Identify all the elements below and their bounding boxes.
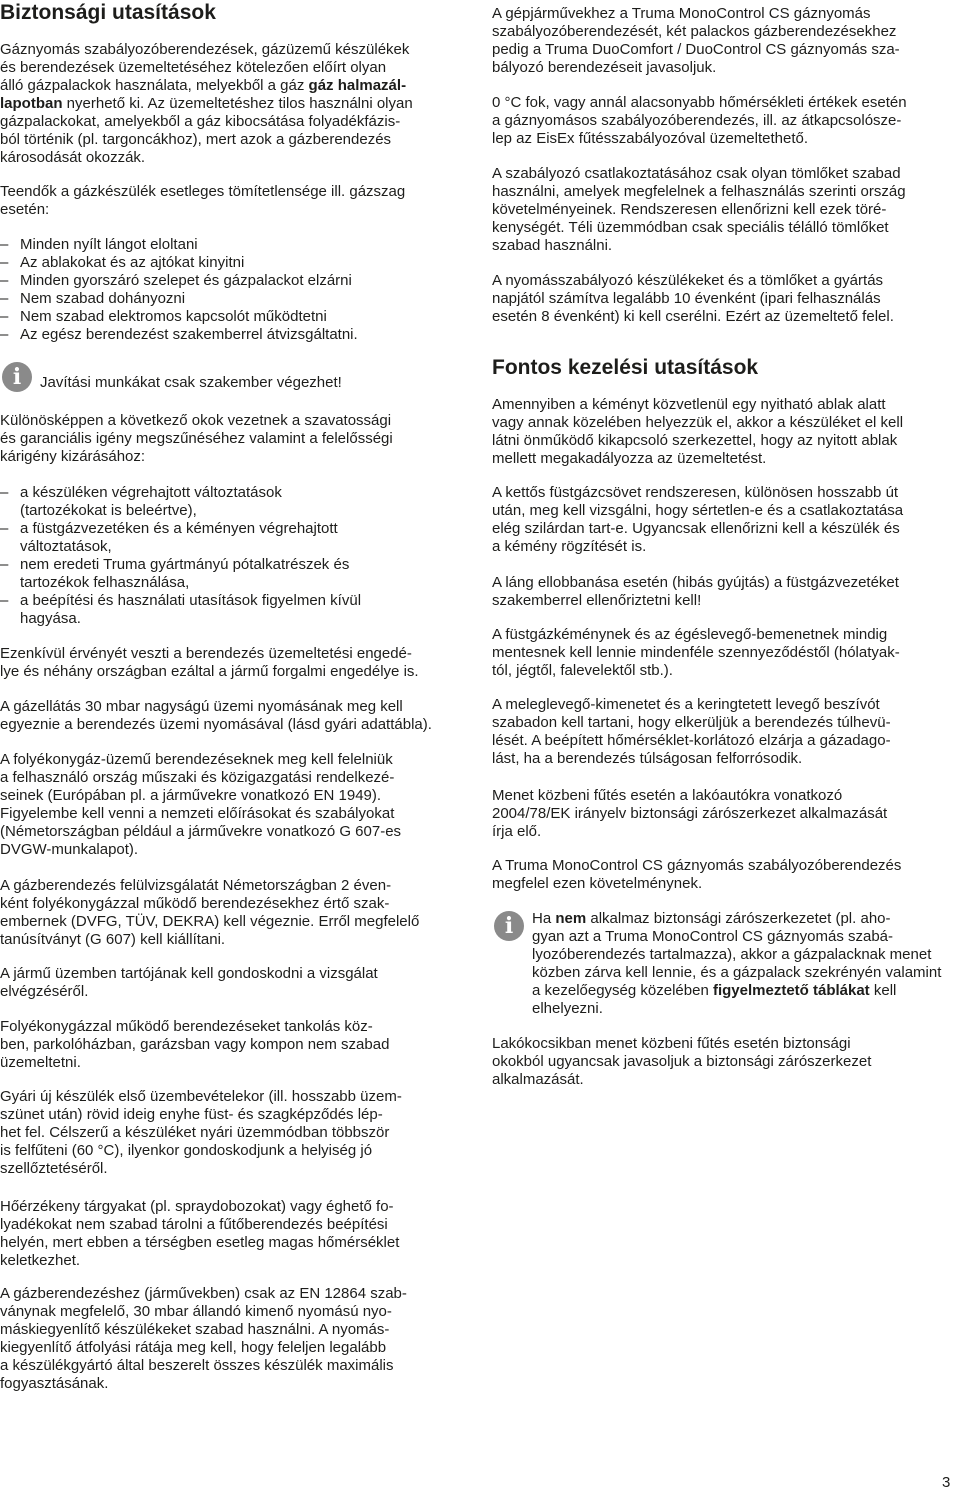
dash-bullet: –: [0, 308, 9, 325]
list-item: – Az ablakokat és az ajtókat kinyitni: [0, 254, 245, 271]
list-item: – a beépítési és használati utasítások figyelmen kívül hagyása.: [0, 592, 362, 627]
regulations-paragraph: A folyékonygáz-üzemű berendezéseknek meg kell felelniük a felhasználó ország műszaki és közigazgatási rendelkezé- seinek (Európában pl. a járművekre vonatkozó EN 1949). Figyelembe kell venni a nemzeti előírásokat és szabályokat (Németországban például a járművekre vonatkozó G 607-es DVGW-munkalapot).: [0, 751, 402, 858]
validity-paragraph: Ezenkívül érvényét veszti a berendezés üzemeltetési engedé- lye és néhány országban ezáltal a jármű forgalmi engedélye is.: [0, 645, 419, 680]
chimney-paragraph: A füstgázkéménynek és az égéslevegő-bemenetnek mindig mentesnek kell lennie mindenféle szennyeződéstől (hólatyak- tól, jégtől, falevelektől stb.).: [492, 626, 900, 679]
supply-paragraph: A gázellátás 30 mbar nagyságú üzemi nyomásának meg kell egyeznie a berendezés üzemi nyomásával (lásd gyári adattábla).: [0, 698, 432, 733]
dash-bullet: –: [0, 272, 9, 289]
section-title-safety: Biztonsági utasítások: [0, 1, 216, 24]
owner-paragraph: A jármű üzemben tartójának kell gondoskodni a vizsgálat elvégzéséről.: [0, 965, 378, 1000]
list-item: – Minden nyílt lángot eloltani: [0, 236, 198, 253]
replacement-paragraph: A nyomásszabályozó készülékeket és a tömlőket a gyártás napjától számítva legalább 10 évenként (ipari felhasználás esetén 8 évenként) ki kell cserélni. Ezért az üzemeltető felel.: [492, 272, 894, 325]
complies-paragraph: A Truma MonoControl CS gáznyomás szabályozóberendezés megfelel ezen követelménynek.: [492, 857, 902, 892]
directive-paragraph: Menet közbeni fűtés esetén a lakóautókra vonatkozó 2004/78/EK irányelv biztonsági zárószerkezet alkalmazását írja elő.: [492, 787, 888, 840]
list-item: – Nem szabad dohányozni: [0, 290, 186, 307]
page-number: 3: [942, 1474, 951, 1491]
list-item: – a füstgázvezetéken és a kéményen végrehajtott változtatások,: [0, 520, 338, 555]
zero-celsius-paragraph: 0 °C fok, vagy annál alacsonyabb hőmérsékleti értékek esetén a gáznyomásos szabályozóberendezés, ill. az átkapcsolósze- lep az EisEx fűtésszabályozóval üzemeltethető.: [492, 94, 907, 147]
list-item: – a készüléken végrehajtott változtatások (tartozékokat is beleértve),: [0, 484, 282, 519]
warm-air-paragraph: A meleglevegő-kimenetet és a keringtetett levegő beszívót szabadon kell tartani, hogy elkerüljük a berendezés túlhevü- lését. A beépített hőmérséklet-korlátozó elzárja a gázadago- lást, ha a berendezés túlságosan felforrósodik.: [492, 696, 891, 767]
list-item: – Nem szabad elektromos kapcsolót működtetni: [0, 308, 327, 325]
warranty-list: [0, 484, 361, 628]
regulators-paragraph: A gázberendezéshez (járművekben) csak az EN 12864 szab- ványnak megfelelő, 30 mbar állandó kimenő nyomású nyo- máskiegyenlítő készülékeket szabad használni. A nyomás- kiegyenlítő átfolyási rátája meg kell, hogy feleljen legalább a készülékgyártó által beszerelt összes készülék maximális fogyasztásának.: [0, 1285, 407, 1392]
info-icon: i: [2, 362, 32, 392]
inspection-paragraph: A gázberendezés felülvizsgálatát Németországban 2 éven- ként folyékonygázzal működő berendezésekhez értő szak- embernek (DVFG, TÜV, DEKRA) kell végeznie. Erről megfelelő tanúsítványt (G 607) kell kiállítani.: [0, 877, 420, 948]
intro-paragraph: [0, 41, 413, 167]
leak-steps-list: [0, 236, 358, 344]
list-item: – nem eredeti Truma gyártmányú pótalkatrészek és tartozékok felhasználása,: [0, 556, 350, 591]
dash-bullet: –: [0, 236, 9, 253]
intro-text-bold: gáz halmazál- lapotban: [0, 77, 407, 112]
heat-sensitive-paragraph: Hőérzékeny tárgyakat (pl. spraydobozokat) vagy éghető fo- lyadékokat nem szabad tárolni a fűtőberendezés beépítési helyén, mert ebben a térségben esetleg magas hőmérséklet keletkezhet.: [0, 1198, 400, 1269]
dash-bullet: –: [0, 484, 9, 501]
dash-bullet: –: [0, 556, 9, 573]
list-item: – Minden gyorszáró szelepet és gázpalackot elzárni: [0, 272, 352, 289]
caravan-paragraph: Lakókocsikban menet közbeni fűtés esetén biztonsági okokból ugyancsak javasoljuk a biztonsági zárószerkezet alkalmazását.: [492, 1035, 872, 1088]
dash-bullet: –: [0, 592, 9, 609]
dash-bullet: –: [0, 290, 9, 307]
dash-bullet: –: [0, 254, 9, 271]
dash-bullet: –: [0, 326, 9, 343]
monocontrol-paragraph: A gépjárművekhez a Truma MonoControl CS gáznyomás szabályozóberendezését, két palackos gázberendezésekhez pedig a Truma DuoComfort / DuoControl CS gáznyomás sza- bályozó berendezéseit javasoljuk.: [492, 5, 900, 76]
dash-bullet: –: [0, 520, 9, 537]
ignition-paragraph: A láng ellobbanása esetén (hibás gyújtás) a füstgázvezetéket szakemberrel ellenőriztetni kell!: [492, 574, 899, 609]
refuel-paragraph: Folyékonygázzal működő berendezéseket tankolás köz- ben, parkolóházban, garázsban vagy kompon nem szabad üzemeltetni.: [0, 1018, 390, 1071]
first-use-paragraph: Gyári új készülék első üzembevételekor (ill. hosszabb üzem- szünet után) rövid ideig enyhe füst- és szagképződés lép- het fel. Célszerű a készüléket nyári üzemmódban többször is felfűteni (60 °C), ilyenkor gondoskodjunk a helyiség jó szellőztetéséről.: [0, 1088, 402, 1177]
intro-text-end: nyerhető ki. Az üzemeltetéshez tilos használni olyan gázpalackokat, amelyekből a gáz kibocsátása folyadékfázis- ból történik (pl. targoncákhoz), mert azok a gázberendezés károsodását okozzák.: [0, 95, 413, 166]
info-icon: i: [494, 911, 524, 941]
intro-text-start: Gáznyomás szabályozóberendezések, gázüzemű készülékek és berendezések üzemeltetéséhez kötelezően előírt olyan álló gázpalackok használata, melyekből a gáz: [0, 41, 410, 94]
leak-heading: Teendők a gázkészülék esetleges tömítetlensége ill. gázszag esetén:: [0, 183, 406, 218]
repair-note: Javítási munkákat csak szakember végezhet!: [40, 374, 342, 391]
list-item: – Az egész berendezést szakemberrel átvizsgáltatni.: [0, 326, 358, 343]
flue-paragraph: A kettős füstgázcsövet rendszeresen, különösen hosszabb út után, meg kell vizsgálni, hogy sértetlen-e és a csatlakoztatása elég szilárdan tart-e. Ugyancsak ellenőrizni kell a készülék és a kémény rögzítését is.: [492, 484, 904, 555]
hoses-paragraph: A szabályozó csatlakoztatásához csak olyan tömlőket szabad használni, amelyek megfelelnek a felhasználás szerinti ország követelményeinek. Rendszeresen ellenőrizni kell ezek töré- kenységét. Téli üzemmódban csak speciális télálló tömlőket szabad használni.: [492, 165, 906, 254]
window-paragraph: Amennyiben a kéményt közvetlenül egy nyitható ablak alatt vagy annak közelében helyezzük el, akkor a készüléket el kell látni önműködő kikapcsoló szerkezettel, hogy az nyitott ablak mellett megakadályozza az üzemeltetést.: [492, 396, 904, 467]
section-title-operation: Fontos kezelési utasítások: [492, 356, 759, 379]
safety-device-note: Ha nem alkalmaz biztonsági zárószerkezetet (pl. aho- gyan azt a Truma MonoControl CS gáznyomás szabá- lyozóberendezés tartalmazza), akkor a gázpalacknak menet közben zárva kell lennie, és a gázpalack szekrényén valamint a kezelőegység közelében figyelmeztető táblákat kell elhelyezni.: [532, 910, 942, 1017]
warranty-intro: Különösképpen a következő okok vezetnek a szavatossági és garanciális igény megszűnéséhez valamint a felelősségi kárigény kizárásához:: [0, 412, 393, 465]
